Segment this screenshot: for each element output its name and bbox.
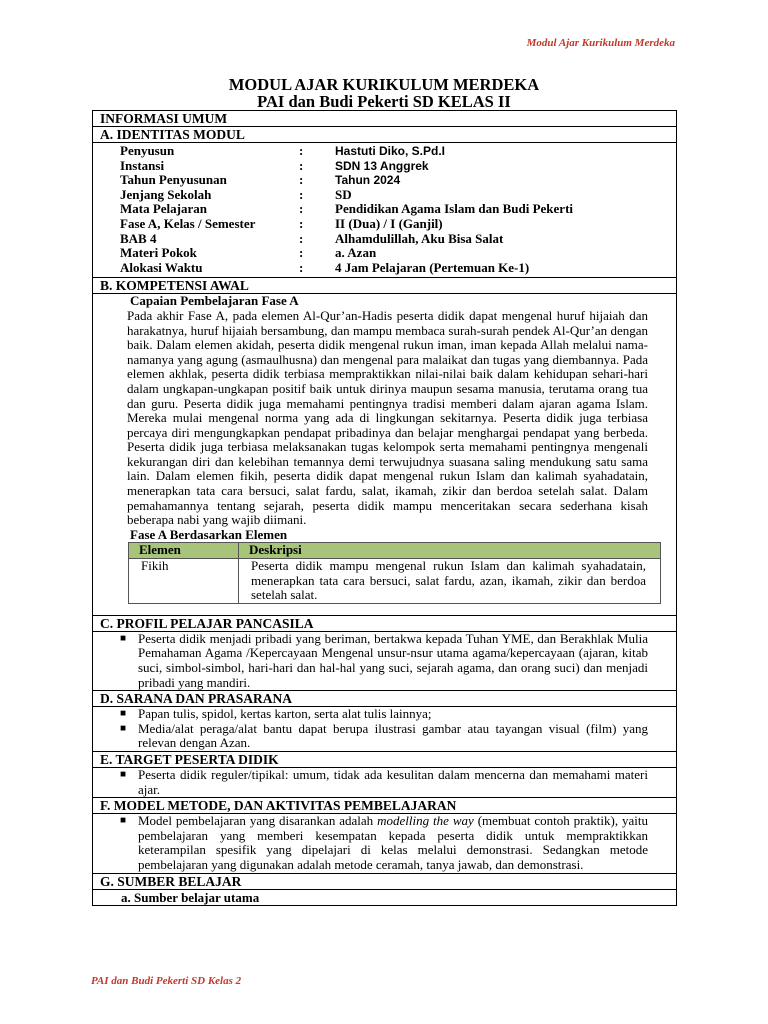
identitas-row-mapel [93,202,676,217]
list-item [120,706,648,722]
identitas-row-jenjang [93,188,676,203]
list-item-text: Papan tulis, spidol, kertas karton, serta alat tulis lainnya; [138,706,432,722]
profil-block [93,632,676,691]
identitas-value: Tahun 2024 [335,173,401,188]
list-item [120,720,648,751]
sarana-block [93,707,676,752]
identitas-value: SDN 13 Anggrek [335,158,429,173]
list-item [120,766,648,797]
identitas-colon: : [299,215,304,231]
section-model-heading: F. MODEL METODE, DAN AKTIVITAS PEMBELAJARAN [93,798,676,814]
section-informasi-umum: INFORMASI UMUM [93,111,676,127]
model-block [93,814,676,873]
section-target-heading: E. TARGET PESERTA DIDIK [93,752,676,768]
section-sumber-heading: G. SUMBER BELAJAR [93,874,676,890]
list-item-text: Peserta didik reguler/tipikal: umum, tidak ada kesulitan dalam mencerna dan memahami materi ajar. [138,766,648,797]
section-identitas-heading: A. IDENTITAS MODUL [93,127,676,143]
bullet-icon: ■ [120,632,127,644]
identitas-value: Pendidikan Agama Islam dan Budi Pekerti [335,201,574,217]
identitas-colon: : [299,259,304,275]
identitas-row-penyusun [93,144,676,159]
sumber-utama-label: a. Sumber belajar utama [121,889,260,905]
elemen-table [128,542,661,603]
model-text-italic: modelling the way [377,813,474,829]
list-item-text: Media/alat peraga/alat bantu dapat berupa ilustrasi gambar atau tayangan visual (film) yang relevan dengan Azan. [138,720,648,751]
identitas-row-tahun [93,173,676,188]
identitas-colon: : [299,230,304,246]
identitas-value: II (Dua) / I (Ganjil) [335,215,443,231]
identitas-colon: : [299,186,304,202]
identitas-colon: : [299,201,304,217]
list-item-text: Peserta didik menjadi pribadi yang beriman, bertakwa kepada Tuhan YME, dan Berakhlak Mulia Pemahaman Agama /Kepercayaan Mengenal unsur-nsur utama agama/kepercayaan (ajaran, kitab suci, simbol-simbol, hari-hari dan hal-hal yang suci, sejarah agama, dan orang suci) dan menjadi pribadi yang mandiri. [138,630,648,690]
identitas-label: Tahun Penyusunan [120,172,227,188]
identitas-row-alokasi [93,261,676,276]
list-item [120,630,648,690]
document-title: MODUL AJAR KURIKULUM MERDEKA [228,75,540,94]
bullet-icon: ■ [120,708,127,720]
kompetensi-block [93,294,676,615]
section-profil-heading: C. PROFIL PELAJAR PANCASILA [93,616,676,632]
identitas-colon: : [299,245,304,261]
identitas-block [93,143,676,278]
capaian-title: Capaian Pembelajaran Fase A [130,293,299,309]
module-table [92,110,677,906]
identitas-row-bab [93,232,676,247]
bullet-icon: ■ [120,768,127,780]
footer-running-title: PAI dan Budi Pekerti SD Kelas 2 [91,975,242,987]
table-row [129,559,660,603]
bullet-icon: ■ [120,815,127,827]
fase-elemen-title: Fase A Berdasarkan Elemen [130,526,288,542]
identitas-colon: : [299,143,304,158]
identitas-label: Alokasi Waktu [120,259,203,275]
section-kompetensi-heading: B. KOMPETENSI AWAL [93,278,676,294]
target-block [93,768,676,798]
identitas-colon: : [299,172,304,188]
identitas-label: BAB 4 [120,230,157,246]
section-sarana-heading: D. SARANA DAN PRASARANA [93,691,676,707]
document-subtitle: PAI dan Budi Pekerti SD KELAS II [257,92,511,111]
identitas-row-materi [93,246,676,261]
identitas-label: Instansi [120,157,165,173]
identitas-label: Fase A, Kelas / Semester [120,215,256,231]
capaian-text: Pada akhir Fase A, pada elemen Al-Qur’an-Hadis peserta didik dapat mengenal huruf hijaiah dan harakatnya, huruf hijaiah bersambung, dan mampu membaca surah-surah pendek Al-Qur’an dengan baik. Dalam elemen akidah, peserta didik mengenal rukun iman, iman kepada Allah melalui nama-namanya yang agung (asmaulhusna) dan mengenal para malaikat dan tugas yang diembannya. Pada elemen akhlak, peserta didik terbiasa mempraktikkan nilai-nilai baik dalam kehidupan sehari-hari dalam ungkapan-ungkapan positif baik untuk dirinya maupun sesama manusia, terutama orang tua dan guru. Peserta didik juga memahami pentingnya tradisi memberi dalam ajaran agama Islam. Mereka mulai mengenal norma yang ada di lingkungan sekitarnya. Peserta didik juga terbiasa percaya diri mengungkapkan pendapat pribadinya dan belajar menghargai pendapat yang berbeda. Peserta didik juga terbiasa melaksanakan tugas kelompok serta memahami pentingnya mengenali kekurangan diri dan kelebihan temannya demi terwujudnya suasana saling mendukung satu sama lain. Dalam elemen fikih, peserta didik dapat mengenal rukun Islam dan kalimah syahadatain, menerapkan tata cara bersuci, salat fardu, salat, ikamah, zikir dan berdoa setelah salat. Dalam pemahamannya tentang sejarah, peserta didik mampu menceritakan secara sederhana kisah beberapa nabi yang wajib diimani. [127,307,648,528]
identitas-value: 4 Jam Pelajaran (Pertemuan Ke-1) [335,259,530,275]
cell-elemen: Fikih [129,559,239,603]
identitas-label: Penyusun [120,143,175,158]
identitas-label: Materi Pokok [120,245,197,261]
identitas-value: SD [335,186,352,202]
header-elemen: Elemen [129,543,239,558]
model-text-end: (membuat contoh praktik), yaitu pembelajaran yang memberi kesempatan kepada peserta didik untuk mempraktikkan keterampilan spesifik yang dipelajari di kelas melalui demonstrasi. Sedangkan metode pembelajaran yang digunakan adalah metode ceramah, tanya jawab, dan demonstrasi. [138,813,648,872]
header-running-title: Modul Ajar Kurikulum Merdeka [526,37,675,49]
cell-deskripsi: Peserta didik mampu mengenal rukun Islam dan kalimah syahadatain, menerapkan tata cara bersuci, salat fardu, azan, ikamah, zikir dan berdoa setelah salat. [251,558,646,603]
identitas-label: Mata Pelajaran [120,201,208,217]
identitas-value: a. Azan [335,245,377,261]
bullet-icon: ■ [120,722,127,734]
identitas-value: Alhamdulillah, Aku Bisa Salat [335,230,504,246]
header-deskripsi: Deskripsi [249,542,302,558]
model-text-start: Model pembelajaran yang disarankan adalah [138,813,378,829]
identitas-value: Hastuti Diko, S.Pd.I [335,144,446,158]
list-item [120,813,648,872]
identitas-row-fase [93,217,676,232]
elemen-table-header [129,543,660,559]
identitas-row-instansi [93,159,676,174]
identitas-label: Jenjang Sekolah [120,186,212,202]
identitas-colon: : [299,157,304,173]
